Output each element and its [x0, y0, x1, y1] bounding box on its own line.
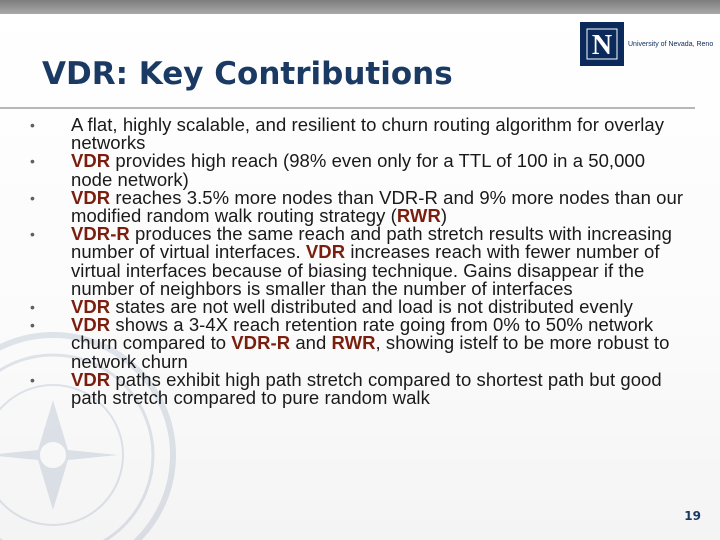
bullet-text: and — [290, 332, 332, 354]
bullet-text: produces the same reach and path stretch results with increasing number of virtual interfaces. — [71, 223, 672, 263]
highlighted-term: VDR — [71, 368, 111, 390]
bullet-item — [30, 316, 690, 371]
bullet-item — [30, 152, 690, 188]
highlighted-term: VDR — [71, 186, 111, 208]
highlighted-term: RWR — [396, 205, 441, 227]
logo-letter: N — [591, 30, 613, 61]
highlighted-term: VDR-R — [231, 332, 291, 354]
bullet-dot: • — [30, 153, 35, 170]
university-n-logo-icon — [580, 22, 624, 66]
bullet-dot: • — [30, 299, 35, 316]
bullet-item — [30, 116, 690, 152]
bullet-text: provides high reach (98% even only for a TTL of 100 in a 50,000 node network) — [71, 150, 646, 190]
bullet-text: states are not well distributed and load is not distributed evenly — [110, 296, 633, 318]
bullet-text: ) — [440, 205, 448, 227]
bullet-item — [30, 186, 690, 227]
bullet-text: A flat, highly scalable, and resilient to churn routing algorithm for overlay networks — [71, 114, 665, 154]
highlighted-term: VDR — [71, 150, 111, 172]
title-divider — [0, 107, 695, 109]
highlighted-term: RWR — [331, 332, 376, 354]
bullet-dot: • — [30, 189, 35, 206]
bullet-dot: • — [30, 371, 35, 388]
top-bar — [0, 0, 720, 14]
highlighted-term: VDR — [71, 296, 111, 318]
bullet-dot: • — [30, 317, 35, 334]
highlighted-term: VDR-R — [71, 223, 130, 245]
bullet-text: reaches 3.5% more nodes than VDR-R and 9% more nodes than our modified random walk routing strategy ( — [71, 186, 684, 227]
highlighted-term: VDR — [71, 314, 111, 336]
bullet-text: paths exhibit high path stretch compared to shortest path but good path stretch compared to pure random walk — [71, 368, 662, 409]
bullet-text: increases reach with fewer number of virtual interfaces because of biasing technique. Gains disappear if the number of neighbors is smaller than the number of interfaces — [71, 241, 660, 299]
university-logo — [580, 21, 716, 67]
logo-text: University of Nevada, Reno — [628, 40, 714, 48]
page-number: 19 — [684, 509, 701, 523]
bullet-dot: • — [30, 226, 35, 243]
bullet-item — [30, 368, 690, 409]
bullet-text: , showing istelf to be more robust to network churn — [71, 332, 670, 372]
bullet-item — [30, 225, 690, 298]
bullet-list — [30, 116, 690, 407]
n-letter-mark-icon — [584, 26, 620, 62]
bullet-dot: • — [30, 117, 35, 133]
slide-title: VDR: Key Contributions — [42, 56, 453, 92]
highlighted-term: VDR — [305, 241, 346, 263]
bullet-text: shows a 3-4X reach retention rate going from 0% to 50% network churn compared to — [71, 314, 654, 354]
